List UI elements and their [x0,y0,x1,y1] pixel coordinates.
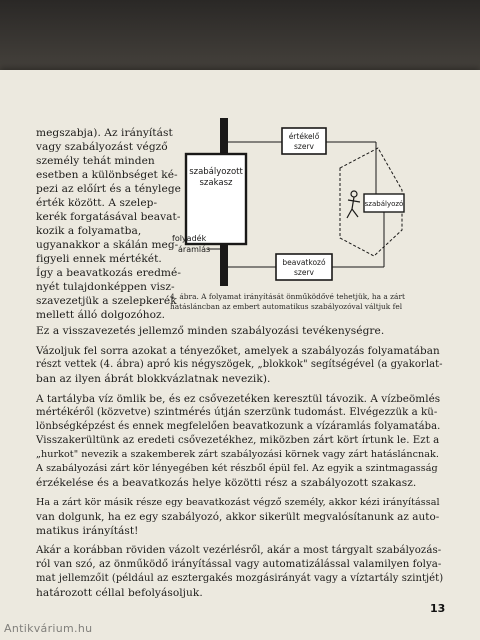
text-line: határozott céllal befolyásoljuk. [36,587,203,599]
plant-label-1: szabályozott [189,167,243,177]
page-number: 13 [430,602,446,615]
text-line: matikus irányítást! [36,525,139,537]
text-line: kerék forgatásával beavat- [36,211,181,223]
person-icon [347,191,360,218]
text-line: pezi az előírt és a ténylege [36,183,181,195]
text-line: ról van szó, az önműködő irányítással vagy automatizálással valamilyen folya- [36,559,442,570]
text-line: vagy szabályozást végző [36,141,168,153]
text-line: érték között. A szelep- [36,197,158,209]
text-line: nyét tulajdonképpen visz- [36,281,175,293]
actuator-label-1: beavatkozó [282,258,326,267]
text-line: Ez a visszavezetés jellemző minden szabályozási tevékenységre. [36,325,385,337]
figure-caption-line: hatásláncban az embert automatikus szabályozóval váltjuk fel [170,302,403,311]
text-line: érzékelése és a beavatkozás helye közötti rész a szabályozott szakasz. [36,477,417,489]
sensor-label-2: szerv [294,142,314,151]
block-diagram [168,118,420,286]
text-line: Visszakerültünk az eredeti csővezetékhez, miközben zárt kört írtunk le. Ezt a [36,435,440,446]
text-line: Ha a zárt kör másik része egy beavatkozást végző személy, akkor kézi irányítással [36,497,440,508]
text-line: ugyanakkor a skálán meg- [36,239,179,251]
text-line: Így a beavatkozás eredmé- [36,267,181,279]
text-line: lönbségképzést és ennek megfelelően beavatkozunk a vízáramlás folyamatába. [36,421,441,432]
actuator-label-2: szerv [294,268,314,277]
controller-label: szabályozó [364,200,404,208]
text-line: „hurkot" nevezik a szakemberek zárt szabályozási körnek vagy zárt hatásláncnak. [36,449,440,460]
watermark: Antikvárium.hu [4,622,93,635]
text-line: mértékéről (közvetve) szintmérés útján szerzünk tudomást. Elvégezzük a kü- [36,407,438,418]
text-line: esetben a különbséget ké- [36,169,178,181]
sensor-label-1: értékelő [288,132,320,141]
text-line: van dolgunk, ha ez egy szabályozó, akkor sikerült megvalósítanunk az auto- [36,511,440,523]
figure-caption-line: 4. ábra. A folyamat irányítását önműködővé tehetjük, ha a zárt [170,292,405,301]
text-line: A tartályba víz ömlik be, és ez csővezetéken keresztül távozik. A vízbeömlés [36,393,441,405]
text-line: ban az ilyen ábrát blokkvázlatnak nevezik). [36,373,271,385]
text-line: Vázoljuk fel sorra azokat a tényezőket, amelyek a szabályozás folyamatában [36,345,440,357]
flow-label-1: folyadék [172,234,207,243]
text-line: figyeli ennek mértékét. [36,253,162,265]
text-line: mat jellemzőit (például az esztergakés mozgásirányát vagy a víztartály szintjét) [36,573,444,584]
plant-label-2: szakasz [199,178,233,188]
text-line: Akár a korábban röviden vázolt vezérlésről, akár a most tárgyalt szabályozás- [36,545,442,556]
text-line: mellett álló dolgozóhoz. [36,309,166,321]
text-line: szavezetjük a szelepkerék [36,295,177,307]
flow-label-2: áramlás [178,245,211,254]
text-line: részt vettek (4. ábra) apró kis négyszögek, „blokkok" segítségével (a gyakorlat- [36,359,443,370]
text-line: kozik a folyamatba, [36,225,142,237]
text-line: megszabja). Az irányítást [36,127,173,139]
text-line: személy tehát minden [36,155,155,167]
text-line: A szabályozási zárt kör lényegében két részből épül fel. Az egyik a szintmagasság [36,463,438,474]
